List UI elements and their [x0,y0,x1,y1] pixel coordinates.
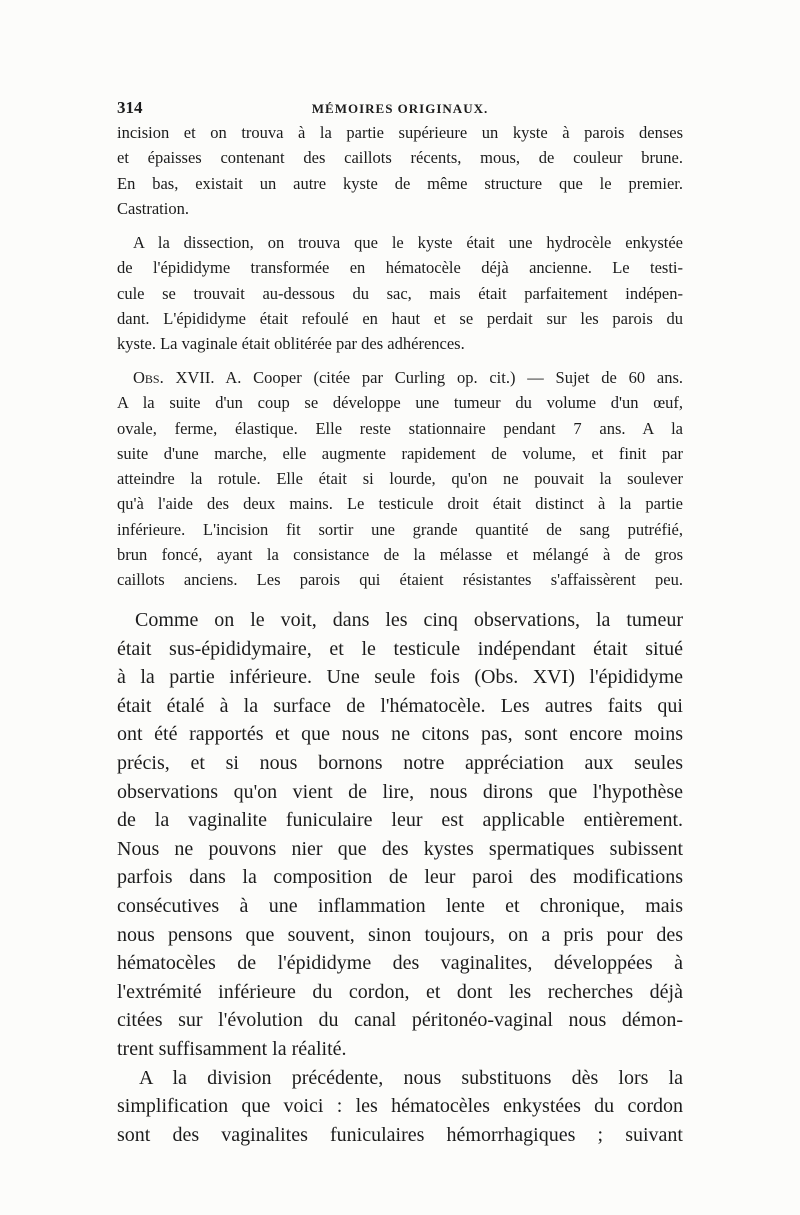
page-header [117,97,683,119]
text-line: En bas, existait un autre kyste de même structure que le premier. [117,173,683,193]
text-line: citées sur l'évolution du canal péritonéo-vaginal nous démon- [117,1009,683,1032]
text-line: était sus-épididymaire, et le testicule indépendant était situé [117,637,683,660]
observation-heading: XVII. A. Cooper (citée par Curling op. cit.) — Sujet de 60 ans. [175,368,683,387]
text-line: caillots anciens. Les parois qui étaient résistantes s'affaissèrent peu. [117,570,683,590]
paragraph-discussion [117,606,683,1064]
text-line: brun foncé, ayant la consistance de la mélasse et mélangé à de gros [117,545,683,565]
text-line: consécutives à une inflammation lente et chronique, mais [117,894,683,917]
text-line: ont été rapportés et que nous ne citons pas, sont encore moins [117,723,683,746]
text-line: A la dissection, on trouva que le kyste était une hydrocèle enkystée [133,233,683,252]
paragraph-dissection [117,230,683,356]
text-line: précis, et si nous bornons notre appréciation aux seules [117,751,683,774]
text-line: parfois dans la composition de leur paroi des modifications [117,866,683,889]
text-line: était étalé à la surface de l'hématocèle. Les autres faits qui [117,694,683,717]
text-line: observations qu'on vient de lire, nous dirons que l'hypothèse [117,780,683,803]
text-line: A la division précédente, nous substituons dès lors la [139,1066,683,1089]
page-number: 314 [117,98,143,117]
text-line: cule se trouvait au-dessous du sac, mais était parfaitement indépen- [117,283,683,303]
text-line: Comme on le voit, dans les cinq observations, la tumeur [135,609,683,631]
text-line: qu'à l'aide des deux mains. Le testicule droit était distinct à la partie [117,494,683,514]
text-line: kyste. La vaginale était oblitérée par des adhérences. [117,334,465,354]
text-line: de l'épididyme transformée en hématocèle déjà ancienne. Le testi- [117,258,683,278]
paragraph-continuation [117,120,683,221]
text-line: trent suffisamment la réalité. [117,1037,347,1060]
running-title: MÉMOIRES ORIGINAUX. [311,101,489,116]
text-line: suite d'une marche, elle augmente rapidement de volume, et finit par [117,443,683,463]
text-line: incision et on trouva à la partie supérieure un kyste à parois denses [117,123,683,142]
text-line: à la partie inférieure. Une seule fois (Obs. XVI) l'épididyme [117,666,683,689]
text-line [133,365,683,390]
text-line: simplification que voici : les hématocèles enkystées du cordon [117,1095,683,1118]
text-line: de la vaginalite funiculaire leur est applicable entièrement. [117,809,683,832]
text-line: et épaisses contenant des caillots récents, mous, de couleur brune. [117,148,683,168]
text-line: nous pensons que souvent, sinon toujours, on a pris pour des [117,923,683,946]
text-line: inférieure. L'incision fit sortir une grande quantité de sang putréfié, [117,519,683,539]
text-line: l'extrémité inférieure du cordon, et dont les recherches déjà [117,980,683,1003]
text-line: dant. L'épididyme était refoulé en haut et se perdait sur les parois du [117,308,683,328]
text-line: sont des vaginalites funiculaires hémorrhagiques ; suivant [117,1123,683,1146]
text-line: Castration. [117,198,189,218]
text-line: A la suite d'un coup se développe une tumeur du volume d'un œuf, [117,393,683,413]
text-line: atteindre la rotule. Elle était si lourde, qu'on ne pouvait la soulever [117,469,683,489]
text-line: Nous ne pouvons nier que des kystes spermatiques subissent [117,837,683,860]
observation-xvii [117,365,683,593]
observation-label: Obs. [133,368,164,387]
text-line: hématocèles de l'épididyme des vaginalites, développées à [117,952,683,975]
paragraph-conclusion [117,1064,683,1150]
text-line: ovale, ferme, élastique. Elle reste stationnaire pendant 7 ans. A la [117,418,683,438]
